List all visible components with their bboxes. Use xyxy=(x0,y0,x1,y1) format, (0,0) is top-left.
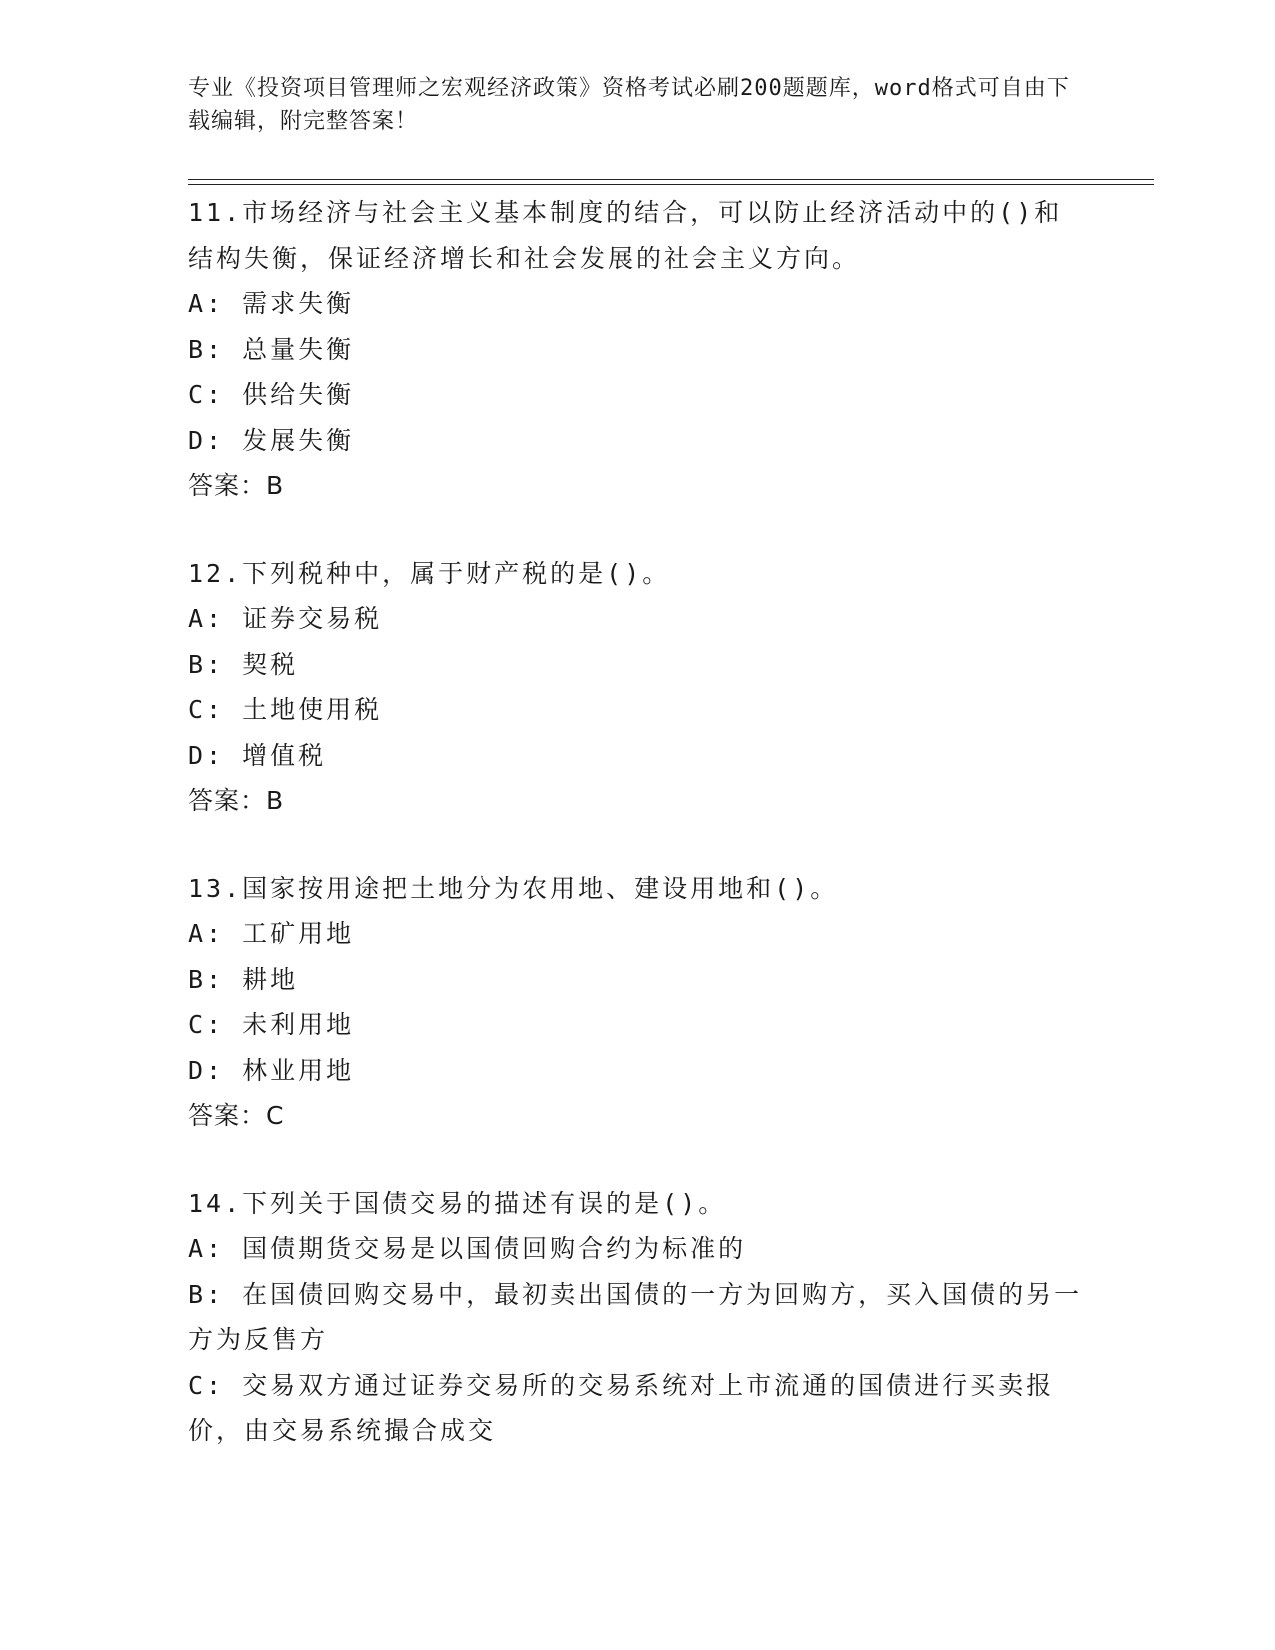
option-c: C: 土地使用税 xyxy=(188,695,383,724)
question-13 xyxy=(188,866,1088,1139)
question-text: 14.下列关于国债交易的描述有误的是()。 xyxy=(188,1188,727,1218)
option-a: A: 证券交易税 xyxy=(188,604,383,633)
option-c: C: 未利用地 xyxy=(188,1010,355,1039)
answer: 答案：B xyxy=(188,786,285,815)
question-text: 12.下列税种中，属于财产税的是()。 xyxy=(188,558,671,588)
question-text: 13.国家按用途把土地分为农用地、建设用地和()。 xyxy=(188,873,839,903)
option-b: B: 在国债回购交易中，最初卖出国债的一方为回购方，买入国债的另一方为反售方 xyxy=(188,1279,1083,1354)
question-text: 11.市场经济与社会主义基本制度的结合，可以防止经济活动中的()和结构失衡，保证经济增长和社会发展的社会主义方向。 xyxy=(188,198,1063,273)
question-14 xyxy=(188,1181,1088,1454)
option-c: C: 交易双方通过证券交易所的交易系统对上市流通的国债进行买卖报价，由交易系统撮合成交 xyxy=(188,1370,1055,1445)
document-header: 专业《投资项目管理师之宏观经济政策》资格考试必刷200题题库，word格式可自由下载编辑，附完整答案！ xyxy=(188,76,1070,134)
option-b: B: 耕地 xyxy=(188,964,299,994)
option-a: A: 工矿用地 xyxy=(188,919,355,948)
header-divider-bottom xyxy=(188,184,1154,185)
header-divider-top xyxy=(188,179,1154,180)
option-d: D: 增值税 xyxy=(188,740,327,770)
option-c: C: 供给失衡 xyxy=(188,380,355,409)
question-list xyxy=(188,190,1088,1496)
answer: 答案：B xyxy=(188,471,285,500)
option-b: B: 总量失衡 xyxy=(188,334,355,364)
answer: 答案：C xyxy=(188,1101,285,1130)
option-d: D: 林业用地 xyxy=(188,1055,355,1085)
question-12 xyxy=(188,551,1088,824)
question-11 xyxy=(188,190,1088,509)
option-a: A: 国债期货交易是以国债回购合约为标准的 xyxy=(188,1234,747,1263)
option-d: D: 发展失衡 xyxy=(188,425,355,455)
option-a: A: 需求失衡 xyxy=(188,289,355,318)
option-b: B: 契税 xyxy=(188,649,299,679)
